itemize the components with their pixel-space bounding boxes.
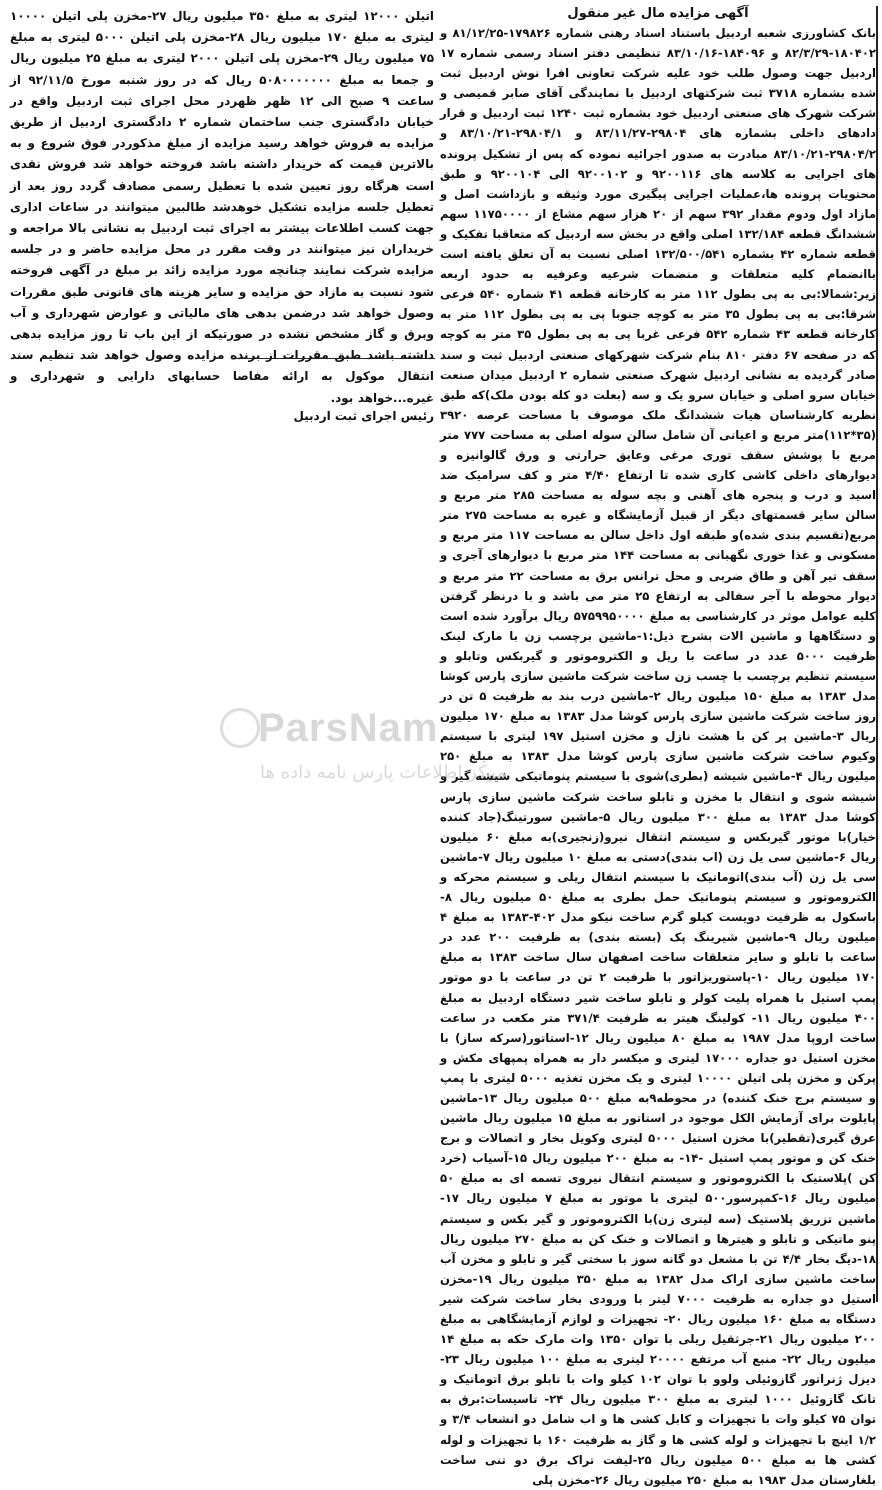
column-end-rule (235, 358, 435, 359)
watermark-logo-icon (220, 708, 260, 748)
left-column (10, 6, 434, 423)
notice-body-right: بانک کشاورزی شعبه اردبیل باستناد اسناد رهنی شماره ۱۷۹۸۲۶-۸۱/۱۲/۲۵ و ۱۸۰۴۰۲-۸۲/۳/۲۹ و ۱۸۴۰۹۶-۸۳/۱۰/۱۶ تنظیمی دفتر اسناد رسمی شماره ۱۷ اردبیل جهت وصول طلب خود علیه شرکت تعاونی افرا نوش اردبیل ثبت شده بشماره ۳۷۱۸ ثبت شرکتهای اردبیل با نمایندگی آقای صابر قمیصی و شرکت شهرک های صنعتی اردبیل خود بشماره ثبت ۱۲۴۰ ثبت اردبیل و قرار دادهای داخلی بشماره های ۲۹۸۰۴-۸۳/۱۱/۲۷ و ۲۹۸۰۴/۱-۸۳/۱۰/۲۱ و ۲۹۸۰۴/۲-۸۳/۱۰/۲۱ مبادرت به صدور اجرائیه نموده که پس از تشکیل پرونده های اجرایی به کلاسه های ۹۲۰۰۱۱۶ و ۹۲۰۰۱۰۲ الی ۹۲۰۰۱۰۴ و طبق محتویات پرونده ها،عملیات اجرایی پیگیری مورد وثیقه و بازداشت اصل و مازاد اول ودوم مقدار ۳۹۲ سهم از ۲۰ هزار سهم مشاع از ۱۱۷۵۰۰۰۰ سهم ششدانگ قطعه ۱۳۲/۱۸۴ اصلی واقع در بخش سه اردبیل که متعاقبا تفکیک و قطعه شماره ۴۲ بشماره ۱۳۲/۵۰۰/۵۴۱ اصلی نسبت به آن تعلق یافته است باانضمام کلیه متعلقات و منضمات شرعیه وعرفیه به حدود اربعه زیر:شمالا:بی به پی بطول ۱۱۲ متر به کارخانه قطعه ۴۱ شماره ۵۴۰ فرعی شرقا:بی به پی بطول ۳۵ متر به کوچه جنوبا پی به پی بطول ۱۱۲ متر به کارخانه قطعه ۴۳ شماره ۵۴۲ فرعی غربا پی به پی بطول ۳۵ متر به کوچه که در صفحه ۶۷ دفتر ۸۱۰ بنام شرکت شهرکهای صنعتی اردبیل ثبت و سند صادر گردیده به نشانی اردبیل شهرک صنعتی شماره ۲ اردبیل میدان صنعت خیابان سرو اصلی و خیابان سرو یک و سه (بعلت دو کله بودن ملک)که طبق نظریه کارشناسان هیات ششدانگ ملک موصوف با مساحت عرصه ۳۹۲۰ (۳۵*۱۱۲)متر مربع و اعیانی آن شامل سالن سوله اصلی به مساحت ۷۷۷ متر مربع با پوشش سقف توری مرغی وعایق حرارتی و ورق گالوانیزه و دیوارهای داخلی کاشی کاری شده تا ارتفاع ۴/۴۰ متر و کف سرامیک ضد اسید و درب و پنجره های آهنی و بچه سوله به مساحت ۲۸۵ متر مربع و سالن سایر قسمتهای دیگر از قبیل آزمایشگاه و غیره به مساحت ۲۷۵ متر مربع(تقسیم بندی شده)و طبقه اول داخل سالن به مساحت ۱۱۷ متر مربع و مسکونی و غذا خوری نگهبانی به مساحت ۱۴۴ متر مربع با دیوارهای آجری و سقف تیر آهن و طاق ضربی و محل ترانس برق به مساحت ۲۲ متر مربع و دیوار محوطه با آجر سفالی به ارتفاع ۲۵ متر می باشد و با درنظر گرفتن کلیه عوامل موثر در کارشناسی به مبلغ ۵۷۵۹۹۵۰۰۰۰ ریال برآورد شده است و دستگاهها و ماشین الات بشرح ذیل:۱-ماشین برچسب زن با مارک لینک ظرفیت ۵۰۰۰ عدد در ساعت با ریل و الکتروموتور و گیربکس وتابلو و سیستم تنظیم برچسب با چسب زن ساخت شرکت ماشین سازی پارس کوشا مدل ۱۳۸۳ به مبلغ ۱۵۰ میلیون ریال ۲-ماشین درب بند به ظرفیت ۵ تن در روز ساخت شرکت ماشین سازی پارس کوشا مدل ۱۳۸۳ به مبلغ ۱۷۰ میلیون ریال ۳-ماشین پر کن با هشت نازل و مخزن استیل ۱۹۷ لیتری با سیستم وکیوم ساخت شرکت ماشین سازی پارس کوشا مدل ۱۳۸۳ به مبلغ ۲۵۰ میلیون ریال ۴-ماشین شیشه (بطری)شوی با سیستم پنوماتیکی شیشه گیر و شیشه شوی و انتقال با مخزن و تابلو ساخت شرکت ماشین سازی پارس کوشا مدل ۱۳۸۳ به مبلغ ۳۰۰ میلیون ریال ۵-ماشین سورتینگ(جاد کننده خیار)با موتور گیربکس و سیستم انتقال نیرو(زنجیری)به مبلغ ۶۰ میلیون ریال ۶-ماشین سی یل زن (اب بندی)دستی به مبلغ ۱۰ میلیون ریال ۷-ماشین سی یل زن (آب بندی)اتوماتیک با سیستم انتقال ریلی و سیستم محرکه و الکتروموتور و سیستم پنوماتیک حمل بطری به مبلغ ۵۰ میلیون ریال ۸-باسکول به ظرفیت دویست کیلو گرم ساخت نیکو مدل ۴۰۲-۱۳۸۳ به مبلغ ۴ میلیون ریال ۹-ماشین شیرینگ پک (بسته بندی) به ظرفیت ۲۰۰ عدد در ساعت با تابلو و سایر متعلقات ساخت اصفهان سال ساخت ۱۳۸۳ به مبلغ ۱۷۰ میلیون ریال ۱۰-پاستوریزاتور با ظرفیت ۲ تن در ساعت با دو موتور پمپ استیل با همراه پلیت کولر و تابلو ساخت شیر دستگاه اردبیل به مبلغ ۴۰۰ میلیون ریال ۱۱- کولینگ هیتر به ظرفیت ۳۷۱/۴ متر مکعب در ساعت ساخت اروپا مدل ۱۹۸۷ به مبلغ ۸۰ میلیون ریال ۱۲-استاتور(سرکه ساز) با مخزن استیل دو جداره ۱۷۰۰۰ لیتری و میکسر دار به همراه پمپهای مکش و پرکن و مخزن پلی اتیلن ۱۰۰۰۰ لیتری و یک مخزن تغذیه ۵۰۰۰ لیتری با پمپ و سیستم برج خنک کننده) در محوطه۹به مبلغ ۵۰۰ میلیون ریال ۱۳-ماشین پایلوت برای آزمایش الکل موجود در استاتور به مبلغ ۱۵ میلیون ریال ماشین عرق گیری(تقطیر)با مخزن استیل ۵۰۰۰ لیتری وکویل بخار و اتصالات و برج خنک کن و موتور پمپ استیل -۱۴- به مبلغ ۲۰۰ میلیون ریال ۱۵-آسیاب (خرد کن )پلاستیک با الکتروموتور و سیستم انتقال نیروی تسمه ای به مبلغ ۵۰ میلیون ریال ۱۶-کمپرسور۵۰۰ لیتری با موتور به مبلغ ۷ میلیون ریال ۱۷-ماشین تزریق پلاستیک (سه لیتری زن)با الکتروموتور و گیر بکس و سیستم پنو ماتیکی و تابلو و هیترها و اتصالات و خنک کن به مبلغ ۲۷۰ میلیون ریال ۱۸-دیگ بخار ۴/۴ تن با مشعل دو گانه سوز با سختی گیر و تابلو و مخزن آب ساخت ماشین سازی اراک مدل ۱۳۸۲ به مبلغ ۳۵۰ میلیون ریال ۱۹-مخزن استیل دو جداره به ظرفیت ۷۰۰۰ لیتر با ورودی بخار ساخت شرکت شیر دستگاه به مبلغ ۱۶۰ میلیون ریال ۲۰- تجهیزات و لوازم آزمایشگاهی به مبلغ ۲۰۰ میلیون ریال ۲۱-جرثقیل ریلی با توان ۱۳۵۰ وات مارک حکه به مبلغ ۱۴ میلیون ریال ۲۲- منبع آب مرتفع ۲۰۰۰۰ لیتری به مبلغ ۱۰۰ میلیون ریال ۲۳- دیزل ژنراتور گازوئیلی ولوو با توان ۱۰۲ کیلو وات با تابلو برق اتوماتیک و تانک گازوئیل ۱۰۰۰ لیتری به مبلغ ۳۰۰ میلیون ریال ۲۴- تاسیسات:برق به توان ۷۵ کیلو وات با تجهیزات و کابل کشی ها و اب شامل دو انشعاب ۳/۴ و ۱/۲ اینچ با تجهیزات و لوله کشی ها و گاز به ظرفیت ۱۶۰ با تجهیزات و لوله کشی ها به مبلغ ۵۰۰ میلیون ریال ۲۵-لیفت تراک برق دو تنی ساخت بلغارستان مدل ۱۹۸۳ به مبلغ ۲۵۰ میلیون ریال ۲۶-مخزن پلی (440, 26, 877, 1487)
right-column (440, 6, 877, 1487)
watermark-brand: ParsNam (258, 706, 439, 750)
watermark-tagline: مرکز اطلاعات پارس نامه داده ها (260, 762, 507, 783)
notice-signature: رئیس اجرای ثبت اردبیل (293, 408, 434, 423)
notice-body-left: اتیلن ۱۲۰۰۰ لیتری به مبلغ ۳۵۰ میلیون ریال ۲۷-مخزن پلی اتیلن ۱۰۰۰۰ لیتری به مبلغ ۱۷۰ میلیون ریال ۲۸-مخزن پلی اتیلن ۵۰۰۰ لیتری به مبلغ ۷۵ میلیون ریال ۲۹-مخزن پلی اتیلن ۲۰۰۰ لیتری به مبلغ ۲۵ میلیون ریال و جمعا به مبلغ ۵۰۸۰۰۰۰۰۰۰ ریال که در روز شنبه مورخ ۹۲/۱۱/۵ از ساعت ۹ صبح الی ۱۲ ظهر ظهردر محل اجرای ثبت اردبیل واقع در خیابان دادگستری جنب ساختمان شماره ۲ دادگستری اردبیل از طریق مزایده به فروش خواهد رسید مزایده از مبلغ مذکوردر فوق شروع و به بالاترین قیمت که خریدار داشته باشد فروخته خواهد شد فروش نقدی است هرگاه روز تعیین شده با تعطیل رسمی مصادف گردد روز بعد از تعطیل جلسه مزایده تشکیل خوهدشد طالبین میتوانند در ساعات اداری جهت کسب اطلاعات بیشتر به اجرای ثبت اردبیل به نشانی بالا مراجعه و خریداران نیز میتوانند در وقت مقرر در محل مزایده حاضر و در جلسه مزایده شرکت نمایند چنانچه مورد مزایده زائد بر مبلغ در آگهی فروخته شود نسبت به مازاد حق مزایده و سایر هزینه های قانونی طبق مقررات وصول خواهد شد درضمن بدهی های مالیاتی و عوارض شهرداری و آب وبرق و گاز مشخص نشده در صورتیکه از این باب تا روز مزایده بدهی داشته باشد طبق مقررات از برنده مزایده وصول خواهد شد تنظیم سند انتقال موکول به ارائه مفاصا حسابهای دارایی و شهرداری و غیره...خواهد بود. (10, 9, 434, 405)
notice-title: آگهی مزایده مال غیر منقول (567, 6, 749, 21)
right-border-line (876, 6, 878, 1302)
